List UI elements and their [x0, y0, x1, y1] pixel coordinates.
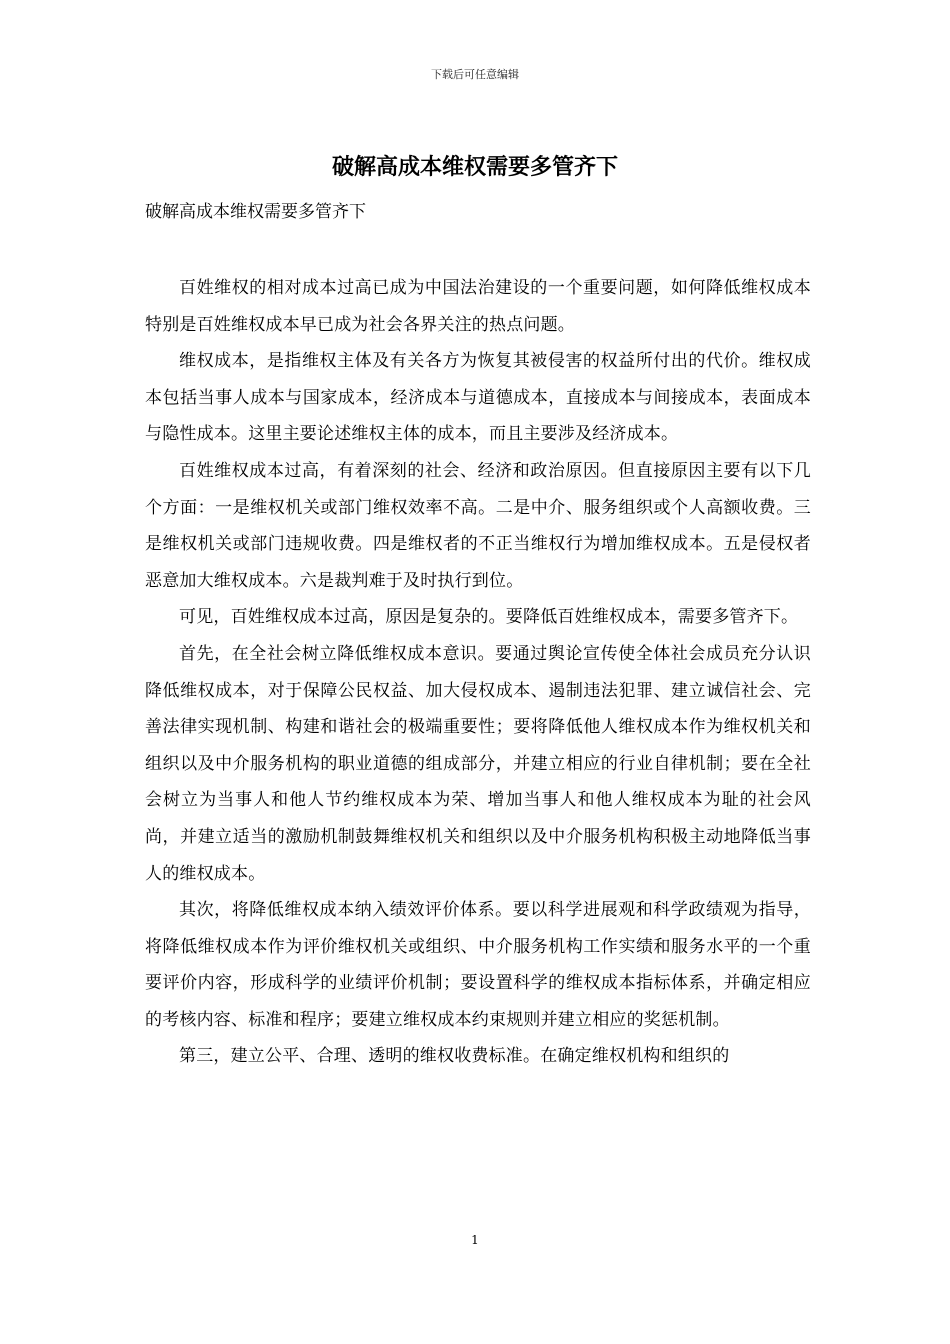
document-title: 破解高成本维权需要多管齐下 [331, 154, 618, 180]
document-subtitle: 破解高成本维权需要多管齐下 [145, 202, 366, 222]
document-body [145, 270, 811, 1075]
paragraph: 可见，百姓维权成本过高，原因是复杂的。要降低百姓维权成本，需要多管齐下。 [179, 607, 799, 628]
paragraph: 第三，建立公平、合理、透明的维权收费标准。在确定维权机构和组织的 [179, 1046, 730, 1067]
paragraph: 百姓维权成本过高，有着深刻的社会、经济和政治原因。但直接原因主要有以下几个方面：一是维权机关或部门维权效率不高。二是中介、服务组织或个人高额收费。三是维权机关或部门违规收费。四是维权者的不正当维权行为增加维权成本。五是侵权者恶意加大维权成本。六是裁判难于及时执行到位。 [145, 460, 811, 591]
page-number: 1 [471, 1233, 479, 1247]
paragraph: 百姓维权的相对成本过高已成为中国法治建设的一个重要问题，如何降低维权成本特别是百姓维权成本早已成为社会各界关注的热点问题。 [145, 278, 811, 335]
paragraph: 维权成本，是指维权主体及有关各方为恢复其被侵害的权益所付出的代价。维权成本包括当事人成本与国家成本，经济成本与道德成本，直接成本与间接成本，表面成本与隐性成本。这里主要论述维权主体的成本，而且主要涉及经济成本。 [145, 351, 811, 445]
paragraph: 首先，在全社会树立降低维权成本意识。要通过舆论宣传使全体社会成员充分认识降低维权成本，对于保障公民权益、加大侵权成本、遏制违法犯罪、建立诚信社会、完善法律实现机制、构建和谐社会的极端重要性；要将降低他人维权成本作为维权机关和组织以及中介服务机构的职业道德的组成部分，并建立相应的行业自律机制；要在全社会树立为当事人和他人节约维权成本为荣、增加当事人和他人维权成本为耻的社会风尚，并建立适当的激励机制鼓舞维权机关和组织以及中介服务机构积极主动地降低当事人的维权成本。 [145, 643, 811, 884]
paragraph: 其次，将降低维权成本纳入绩效评价体系。要以科学进展观和科学政绩观为指导，将降低维权成本作为评价维权机关或组织、中介服务机构工作实绩和服务水平的一个重要评价内容，形成科学的业绩评价机制；要设置科学的维权成本指标体系，并确定相应的考核内容、标准和程序；要建立维权成本约束规则并建立相应的奖惩机制。 [145, 900, 811, 1030]
header-note: 下载后可任意编辑 [431, 68, 519, 81]
